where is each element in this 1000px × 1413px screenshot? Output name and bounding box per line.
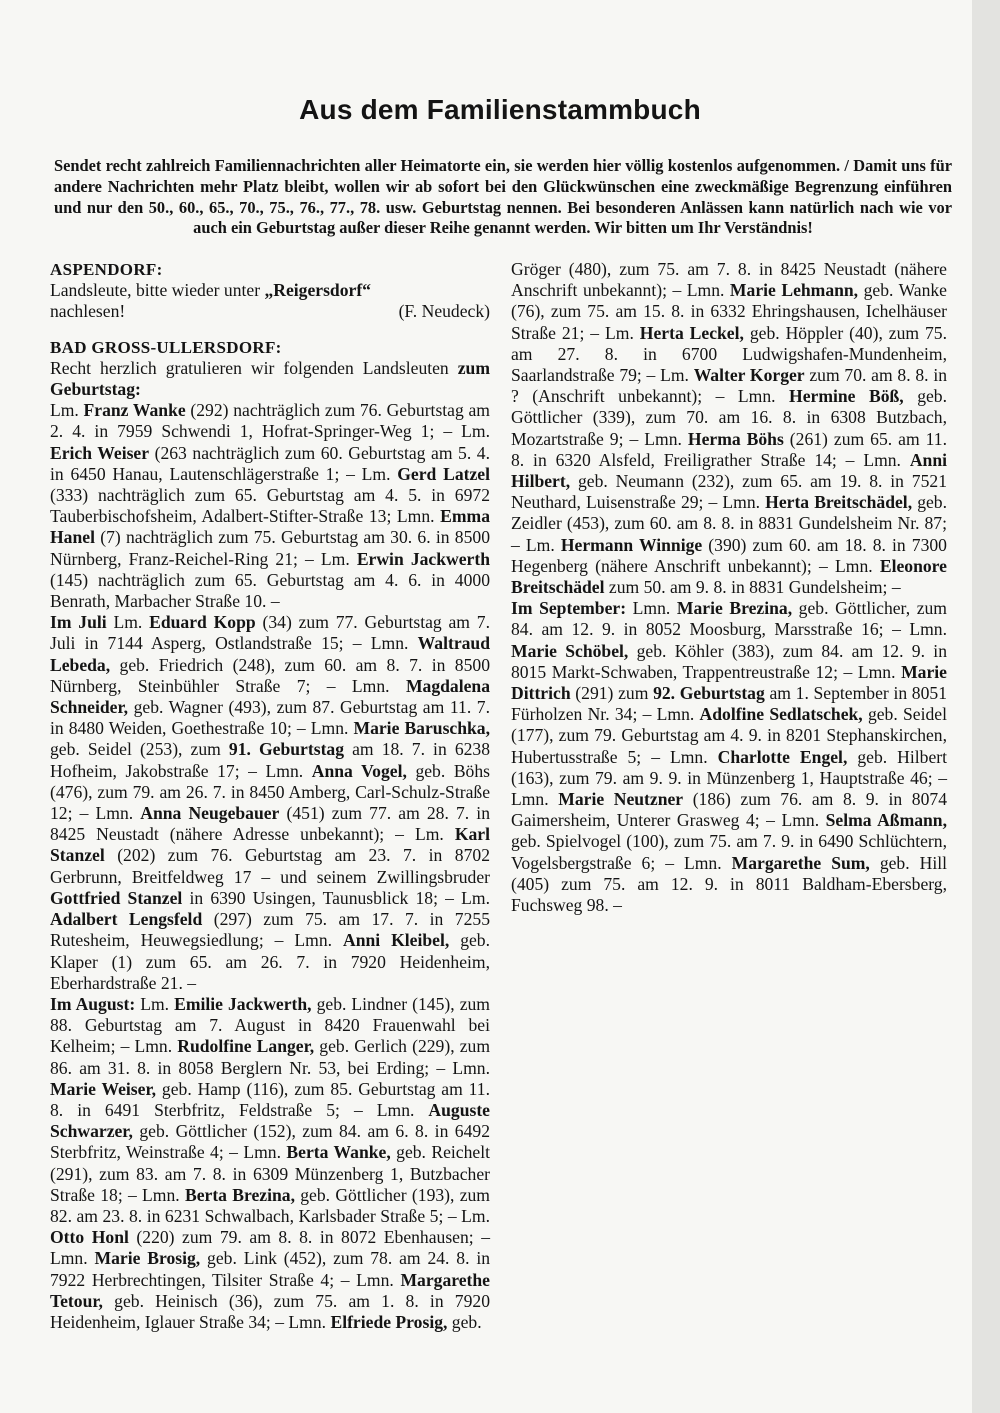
person-name: Margarethe Tetour, [50,1269,490,1311]
person-name: Eduard Kopp [149,612,256,633]
author-signature: (F. Neudeck) [398,301,490,322]
person-name: Im Juli [50,612,107,633]
entry-text: in 6390 Usingen, Taunusblick 18; – Lm. [182,887,490,908]
entry-text: geb. Seidel (177), zum 79. Geburtstag am 4. 9. in 8201 Stephanskirchen, Hubertusstraße 5; – Lmn. [511,704,947,767]
entry-text: Lm. [106,612,150,633]
entry-text: geb. Böhs (476), zum 79. am 26. 7. in 8450 Amberg, Carl-Schulz-Straße 12; – Lmn. [50,760,490,824]
person-name: Marie Baruschka, [353,718,490,739]
entry-paragraph [50,612,490,994]
person-name: Emma Hanel [50,506,490,548]
entry-text: geb. Hill (405) zum 75. am 12. 9. in 8011 Baldham-Ebersberg, Fuchsweg 98. – [511,852,947,916]
column-left [50,259,490,1333]
entry-text: geb. Gerlich (229), zum 86. am 31. 8. in 8058 Berglern Nr. 53, bei Erding; – Lmn. [50,1036,491,1078]
entry-text: geb. Spielvogel (100), zum 75. am 7. 9. in 6490 Schlüchtern, Vogelsbergstraße 6; – Lmn. [511,831,947,873]
person-name: Franz Wanke [83,400,186,421]
person-name: 92. Geburtstag [653,683,765,704]
entry-text: geb. Friedrich (248), zum 60. am 8. 7. in 8500 Nürnberg, Steinbühler Straße 7; – Lmn. [50,654,490,696]
entry-text: geb. Göttlicher (339), zum 70. am 16. 8. in 6308 Butzbach, Mozartstraße 9; – Lmn. [511,386,947,449]
person-name: Anna Neugebauer [140,803,280,824]
entry-paragraph [50,400,490,612]
person-name: Erich Weiser [50,442,150,463]
birthday-entries [50,400,490,1333]
entry-text: Lm. [135,993,175,1014]
person-name: Berta Brezina, [184,1184,295,1205]
person-name: Berta Wanke, [286,1142,391,1163]
person-name: Margarethe Sum, [731,852,870,873]
page-title: Aus dem Familienstammbuch [299,94,701,125]
entry-text: geb. Klaper (1) zum 65. am 26. 7. in 7920 Heidenheim, Eberhardstraße 21. – [50,930,490,993]
person-name: Magdalena Schneider, [50,675,490,718]
entry-text: (7) nachträglich zum 75. Geburtstag am 30. 6. in 8500 Nürnberg, Franz-Reichel-Ring 21; – Lm. [50,527,490,569]
entry-text: (291) zum [570,683,654,704]
entry-text: geb. Hilbert (163), zum 79. am 9. 9. in Münzenberg 1, Hauptstraße 46; – Lmn. [511,746,947,810]
person-name: Eleonore Breitschädel [511,555,947,598]
person-name: Marie Dittrich [511,661,947,704]
person-name: Marie Brezina, [676,598,793,619]
entry-text: (263 nachträglich zum 60. Geburtstag am 5. 4. in 6450 Hanau, Lautenschlägerstraße 1; – Lm. [50,442,491,484]
person-name: Gerd Latzel [397,463,490,484]
person-name: Rudolfine Langer, [177,1036,315,1057]
person-name: Marie Neutzner [558,789,684,810]
entry-text: (390) zum 60. am 18. 8. in 7300 Hegenberg (nähere Anschrift unbekannt); – Lmn. [511,534,947,576]
person-name: Im September: [511,598,627,619]
entry-text: (34) zum 77. Geburtstag am 7. Juli in 7144 Asperg, Ostlandstraße 15; – Lmn. [50,612,490,654]
entry-text: (261) zum 65. am 11. 8. in 6320 Alsfeld, Freiligrather Straße 14; – Lmn. [511,428,947,470]
entry-text: geb. Heinisch (36), zum 75. am 1. 8. in 7920 Heidenheim, Iglauer Straße 34; – Lmn. [50,1290,490,1332]
person-name: Hermine Böß, [789,386,904,407]
section-heading-bad-gross-ullersdorf: BAD GROSS-ULLERSDORF: [50,337,282,357]
birthday-entries-continued [511,259,947,916]
entry-text: am 1. September in 8051 Fürholzen Nr. 34; – Lmn. [511,683,947,725]
person-name: Selma Aßmann, [825,810,947,831]
entry-text: geb. Wanke (76), zum 75. am 15. 8. in 6332 Ehringshausen, Ichelhäuser Straße 21; – Lm. [511,280,947,343]
person-name: Emilie Jackwerth, [174,993,312,1014]
column-right [511,259,947,916]
entry-paragraph [50,994,490,1333]
entry-text: geb. Höppler (40), zum 75. am 27. 8. in 6700 Ludwigshafen-Mundenheim, Saarlandstraße 79; – Lm. [511,322,947,386]
person-name: Gottfried Stanzel [50,887,183,908]
person-name: Charlotte Engel, [717,746,848,767]
entry-text: Gröger (480), zum 75. am 7. 8. in 8425 Neustadt (nähere Anschrift unbekannt); – Lmn. [511,259,947,301]
entry-text: geb. Link (452), zum 78. am 24. 8. in 7922 Herbrechtingen, Tilsiter Straße 4; – Lmn. [50,1248,491,1290]
person-name: Auguste Schwarzer, [50,1099,490,1142]
person-name: Marie Schöbel, [511,640,629,661]
entry-text: geb. Hamp (116), zum 85. Geburtstag am 11. 8. in 6491 Sterbfritz, Feldstraße 5; – Lmn. [50,1078,491,1120]
entry-text: geb. Wagner (493), zum 87. Geburtstag am 11. 7. in 8480 Weiden, Goethestraße 10; – Lmn. [50,697,490,739]
entry-text: (292) nachträglich zum 76. Geburtstag am 2. 4. in 7959 Schwendi 1, Hofrat-Springer-Weg 1; – Lm. [50,400,490,442]
entry-text: (145) nachträglich zum 65. Geburtstag am 4. 6. in 4000 Benrath, Marbacher Straße 10. – [50,569,490,612]
entry-text: geb. Göttlicher (193), zum 82. am 23. 8. in 6231 Schwalbach, Karlsbader Straße 5; – Lm. [50,1184,490,1226]
person-name: Adolfine Sedlatschek, [699,704,863,725]
entry-text: (202) zum 76. Geburtstag am 23. 7. in 8702 Gerbrunn, Breitfeldweg 17 – und seinem Zwillingsbruder [50,845,490,887]
person-name: Karl Stanzel [50,824,490,866]
person-name: Marie Brosig, [94,1248,201,1269]
intro-text: Sendet recht zahlreich Familiennachrichten aller Heimatorte ein, sie werden hier völlig kostenlos aufgenommen. / Damit uns für andere Nachrichten mehr Platz bleibt, wollen wir ab sofort bei den Glückwünschen eine zweckmäßige Begrenzung einführen und nur den 50., 60., 65., 70., 75., 76., 77., 78. usw. Geburtstag nennen. Bei besonderen Anlässen kann natürlich nach wie vor auch ein Geburtstag außer dieser Reihe genannt werden. Wir bitten um Ihr Verständnis! [54,156,952,238]
entry-text: geb. Göttlicher, zum 84. am 12. 9. in 8052 Moosburg, Marsstraße 16; – Lmn. [511,598,947,640]
entry-text: Lm. [50,400,84,421]
person-name: Anni Kleibel, [342,930,450,951]
person-name: Im August: [50,993,136,1014]
entry-text: geb. Reichelt (291), zum 83. am 7. 8. in 6309 Münzenberg 1, Butzbacher Straße 18; – Lmn. [50,1142,490,1205]
entry-text: zum 70. am 8. 8. in ? (Anschrift unbekannt); – Lmn. [511,365,947,407]
person-name: Adalbert Lengsfeld [50,909,203,930]
entry-text: zum 50. am 9. 8. in 8831 Gundelsheim; – [604,577,901,598]
entry-text: geb. Seidel (253), zum [50,739,229,760]
page-edge [972,0,1000,1413]
entry-text: geb. [447,1311,482,1332]
person-name: Waltraud Lebeda, [50,633,490,675]
person-name: Hermann Winnige [560,534,703,555]
entry-text: geb. Göttlicher (152), zum 84. am 6. 8. in 6492 Sterbfritz, Weinstraße 4; – Lmn. [50,1121,490,1163]
entry-paragraph [511,598,947,916]
person-name: Otto Honl [50,1227,129,1248]
entry-text: (186) zum 76. am 8. 9. in 8074 Gaimersheim, Unterer Grasweg 4; – Lmn. [511,789,947,831]
person-name: Marie Weiser, [50,1078,157,1099]
aspendorf-signature-line: nachlesen! (F. Neudeck) [50,301,490,322]
person-name: Herta Breitschädel, [765,492,913,513]
entry-text: geb. Neumann (232), zum 65. am 19. 8. in 7521 Neuthard, Luisenstraße 29; – Lmn. [511,471,947,513]
entry-text: (451) zum 77. am 28. 7. in 8425 Neustadt (nähere Adresse unbekannt); – Lm. [50,803,490,845]
entry-paragraph [511,259,947,598]
entry-text: geb. Lindner (145), zum 88. Geburtstag am 7. August in 8420 Frauenwahl bei Kelheim; – Lmn. [50,993,490,1057]
person-name: Herta Leckel, [639,322,744,343]
person-name: Marie Lehmann, [729,280,859,301]
entry-text: (333) nachträglich zum 65. Geburtstag am 4. 5. in 6972 Tauberbischofsheim, Adalbert-Stifter-Straße 13; Lmn. [50,485,490,527]
entry-text: Lmn. [626,598,677,619]
entry-text: geb. Köhler (383), zum 84. am 12. 9. in 8015 Markt-Schwaben, Trappentreustraße 12; – Lmn. [511,640,947,682]
person-name: Elfriede Prosig, [330,1311,448,1332]
person-name: Walter Korger [693,365,805,386]
person-name: Erwin Jackwerth [356,548,490,569]
entry-text: geb. Zeidler (453), zum 60. am 8. 8. in 8831 Gundelsheim Nr. 87; – Lm. [511,492,947,555]
section-heading-aspendorf: ASPENDORF: [50,260,163,279]
entry-text: (297) zum 75. am 17. 7. in 7255 Rutesheim, Heuwegsiedlung; – Lmn. [50,909,490,951]
entry-text: am 18. 7. in 6238 Hofheim, Jakobstraße 17; – Lmn. [50,739,491,781]
person-name: Herma Böhs [687,428,784,449]
aspendorf-text: Landsleute, bitte wieder unter „Reigersdorf“ [50,280,371,301]
section-intro: Recht herzlich gratulieren wir folgenden Landsleuten zum Geburtstag: [50,357,490,400]
entry-text: (220) zum 79. am 8. 8. in 8072 Ebenhausen; – Lmn. [50,1227,490,1269]
person-name: Anni Hilbert, [511,449,947,492]
person-name: 91. Geburtstag [228,739,345,760]
person-name: Anna Vogel, [311,760,407,781]
